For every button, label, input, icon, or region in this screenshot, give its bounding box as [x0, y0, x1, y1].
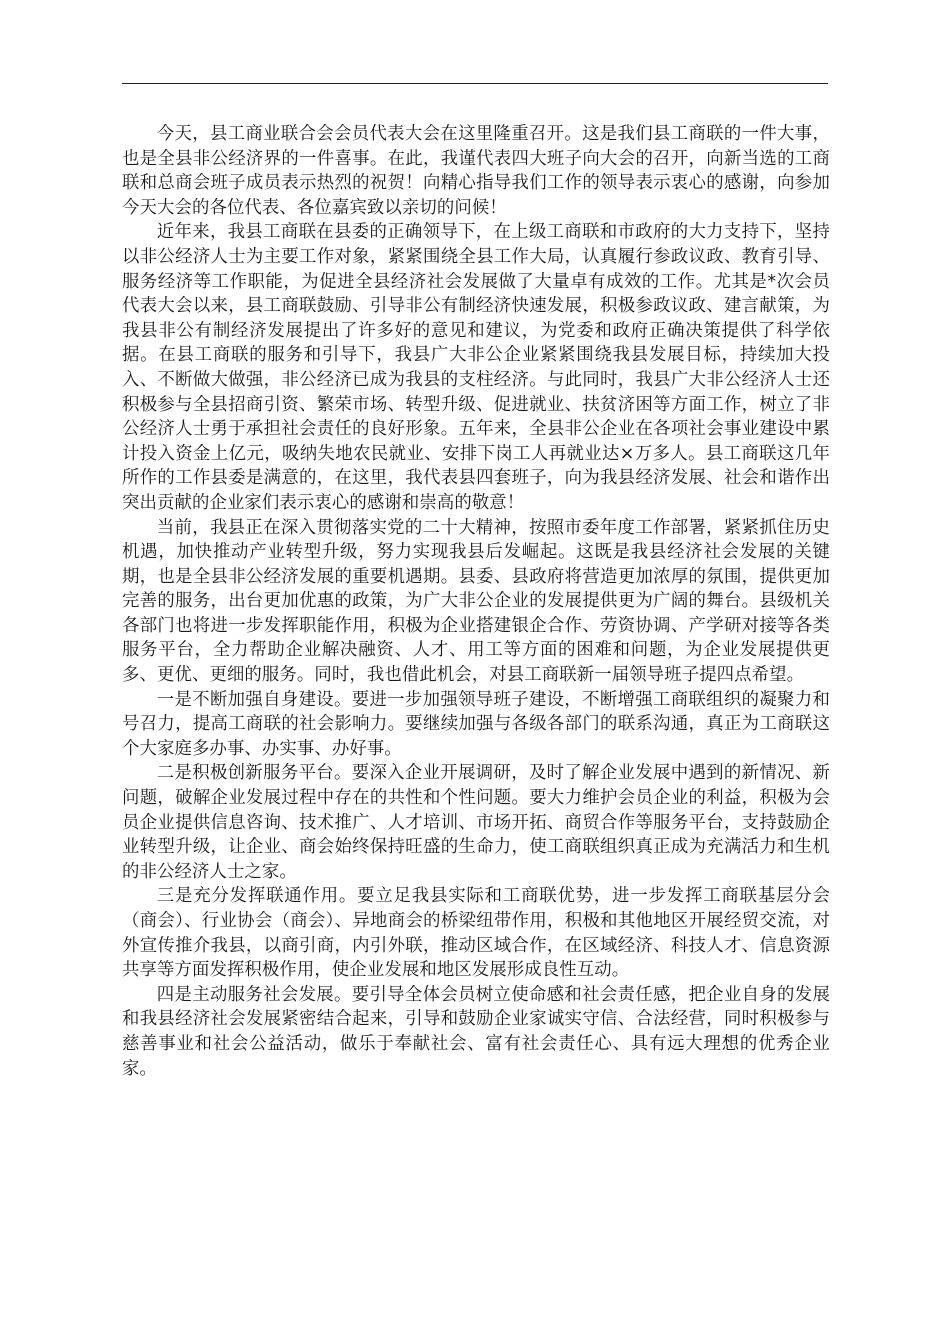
paragraph-hope-four: 四是主动服务社会发展。要引导全体会员树立使命感和社会责任感，把企业自身的发展和我县经济社会发展紧密结合起来，引导和鼓励企业家诚实守信、合法经营，同时积极参与慈善事业和社会公益活动，做乐于奉献社会、富有社会责任心、具有远大理想的优秀企业家。 — [122, 984, 830, 1079]
paragraph-achievements: 近年来，我县工商联在县委的正确领导下，在上级工商联和市政府的大力支持下，坚持以非公经济人士为主要工作对象，紧紧围绕全县工作大局，认真履行参政议政、教育引导、服务经济等工作职能，为促进全县经济社会发展做了大量卓有成效的工作。尤其是*次会员代表大会以来，县工商联鼓励、引导非公有制经济快速发展，积极参政议政、建言献策，为我县非公有制经济发展提出了许多好的意见和建议，为党委和政府正确决策提供了科学依据。在县工商联的服务和引导下，我县广大非公企业紧紧围绕我县发展目标，持续加大投入、不断做大做强，非公经济已成为我县的支柱经济。与此同时，我县广大非公经济人士还积极参与全县招商引资、繁荣市场、转型升级、促进就业、扶贫济困等方面工作，树立了非公经济人士勇于承担社会责任的良好形象。五年来，全县非公企业在各项社会事业建设中累计投入资金上亿元，吸纳失地农民就业、安排下岗工人再就业达×万多人。县工商联这几年所作的工作县委是满意的，在这里，我代表县四套班子，向为我县经济发展、社会和谐作出突出贡献的企业家们表示衷心的感谢和崇高的敬意！ — [122, 222, 830, 513]
paragraph-opening: 今天，县工商业联合会会员代表大会在这里隆重召开。这是我们县工商联的一件大事，也是全县非公经济界的一件喜事。在此，我谨代表四大班子向大会的召开，向新当选的工商联和总商会班子成员表示热烈的祝贺！向精心指导我们工作的领导表示衷心的感谢，向参加今天大会的各位代表、各位嘉宾致以亲切的问候！ — [122, 124, 830, 218]
header-rule — [122, 83, 828, 84]
paragraph-current-situation: 当前，我县正在深入贯彻落实党的二十大精神，按照市委年度工作部署，紧紧抓住历史机遇，加快推动产业转型升级，努力实现我县后发崛起。这既是我县经济社会发展的关键期，也是全县非公经济发展的重要机遇期。县委、县政府将营造更加浓厚的氛围，提供更加完善的服务，出台更加优惠的政策，为广大非公企业的发展提供更为广阔的舞台。县级机关各部门也将进一步发挥职能作用，积极为企业搭建银企合作、劳资协调、产学研对接等各类服务平台，全力帮助企业解决融资、人才、用工等方面的困难和问题，为企业发展提供更多、更优、更细的服务。同时，我也借此机会，对县工商联新一届领导班子提四点希望。 — [122, 517, 830, 686]
paragraph-hope-one: 一是不断加强自身建设。要进一步加强领导班子建设，不断增强工商联组织的凝聚力和号召力，提高工商联的社会影响力。要继续加强与各级各部门的联系沟通，真正为工商联这个大家庭多办事、办实事、办好事。 — [122, 689, 830, 759]
paragraph-hope-two: 二是积极创新服务平台。要深入企业开展调研，及时了解企业发展中遇到的新情况、新问题，破解企业发展过程中存在的共性和个性问题。要大力维护会员企业的利益，积极为会员企业提供信息咨询、技术推广、人才培训、市场开拓、商贸合作等服务平台，支持鼓励企业转型升级，让企业、商会始终保持旺盛的生命力，使工商联组织真正成为充满活力和生机的非公经济人士之家。 — [122, 763, 830, 882]
document-body — [122, 122, 830, 1081]
paragraph-hope-three: 三是充分发挥联通作用。要立足我县实际和工商联优势，进一步发挥工商联基层分会（商会）、行业协会（商会）、异地商会的桥梁纽带作用，积极和其他地区开展经贸交流，对外宣传推介我县，以商引商，内引外联，推动区域合作，在区域经济、科技人才、信息资源共享等方面发挥积极作用，使企业发展和地区发展形成良性互动。 — [122, 886, 830, 981]
